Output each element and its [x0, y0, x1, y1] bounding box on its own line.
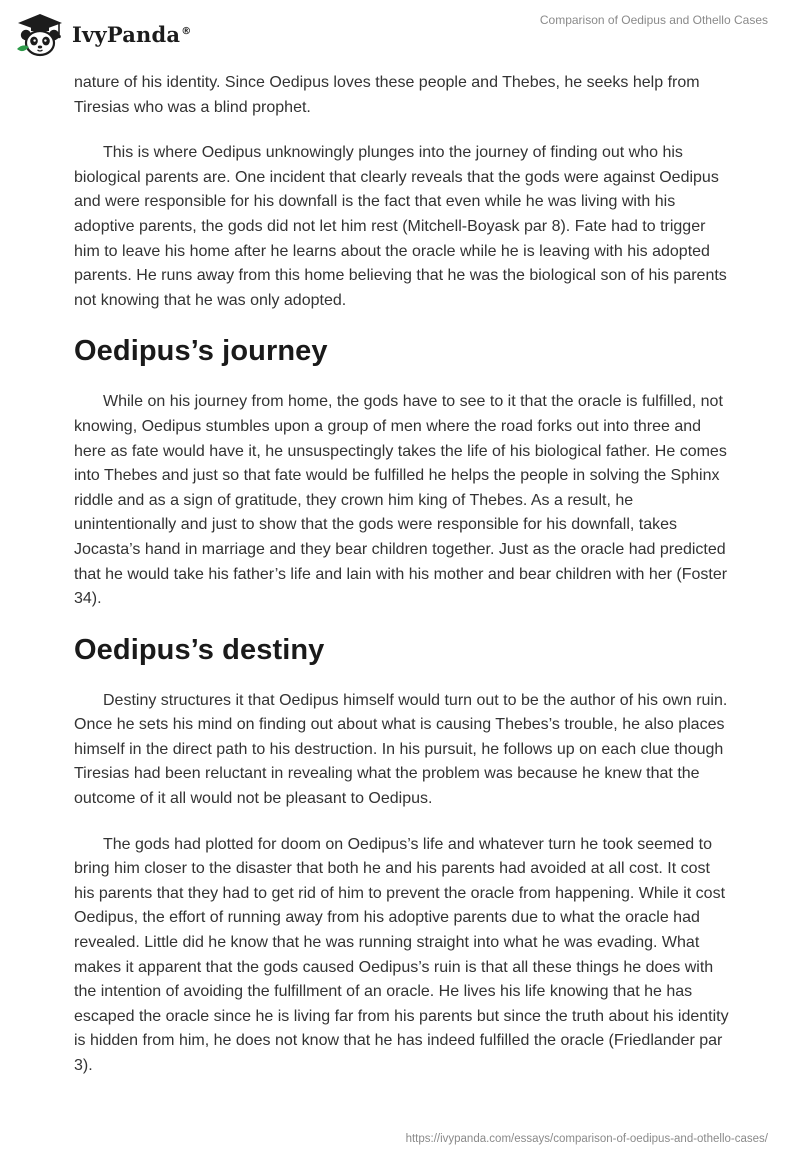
brand-name: IvyPanda®	[72, 21, 192, 47]
ivypanda-logo[interactable]	[14, 10, 191, 58]
paragraph: While on his journey from home, the gods have to see to it that the oracle is fulfilled, not knowing, Oedipus stumbles upon a group of men where the road forks out into three and here as fate would have it, he unsuspectingly takes the life of his biological father. He comes into Thebes and just so that fate would be fulfilled he helps the people in solving the Sphinx riddle and as a sign of gratitude, they crown him king of Thebes. As a result, he unintentionally and just to show that the gods were responsible for his downfall, takes Jocasta’s hand in marriage and they bear children together. Just as the oracle had predicted that he would take his father’s life and lain with his mother and bear children with her (Foster 34).	[74, 393, 728, 608]
registered-mark: ®	[181, 25, 192, 37]
paragraph-continued: nature of his identity. Since Oedipus loves these people and Thebes, he seeks help from Tiresias who was a blind prophet.	[74, 74, 700, 116]
section-heading-destiny: Oedipus’s destiny	[74, 633, 325, 666]
paragraph: This is where Oedipus unknowingly plunges into the journey of finding out who his biological parents are. One incident that clearly reveals that the gods were against Oedipus and were responsible for his downfall is the fact that even while he was living with his adoptive parents, the gods did not let him rest (Mitchell-Boyask par 8). Fate had to trigger him to leave his home after he learns about the oracle while he is leaving with his adopted parents. He runs away from this home believing that he was the biological son of his parents not knowing that he was only adopted.	[74, 144, 727, 309]
source-url[interactable]: https://ivypanda.com/essays/comparison-of-oedipus-and-othello-cases/	[405, 1133, 768, 1145]
section-heading-journey: Oedipus’s journey	[74, 335, 328, 368]
essay-content	[74, 71, 734, 1100]
paragraph: Destiny structures it that Oedipus himself would turn out to be the author of his own ruin. Once he sets his mind on finding out about what is causing Thebes’s trouble, he also places himself in the direct path to his destruction. In his pursuit, he follows up on each clue though Tiresias had been reluctant in revealing what the problem was because he knew that the outcome of it all would not be pleasant to Oedipus.	[74, 691, 728, 808]
page-header	[0, 0, 800, 70]
paragraph: The gods had plotted for doom on Oedipus’s life and whatever turn he took seemed to bring him closer to the disaster that both he and his parents had avoided at all cost. It cost his parents that they had to get rid of him to prevent the oracle from happening. While it cost Oedipus, the effort of running away from his adoptive parents due to what the oracle had revealed. Little did he know that he was running straight into what he was evading. What makes it apparent that the gods caused Oedipus’s ruin is that all these things he does with the intention of avoiding the fulfillment of an oracle. He lives his life knowing that he has escaped the oracle since he is living far from his parents but since the truth about his identity is hidden from him, he does not know that he has indeed fulfilled the oracle (Friedlander par 3).	[74, 835, 729, 1074]
document-title: Comparison of Oedipus and Othello Cases	[539, 13, 768, 27]
panda-graduation-cap-icon	[14, 10, 66, 58]
